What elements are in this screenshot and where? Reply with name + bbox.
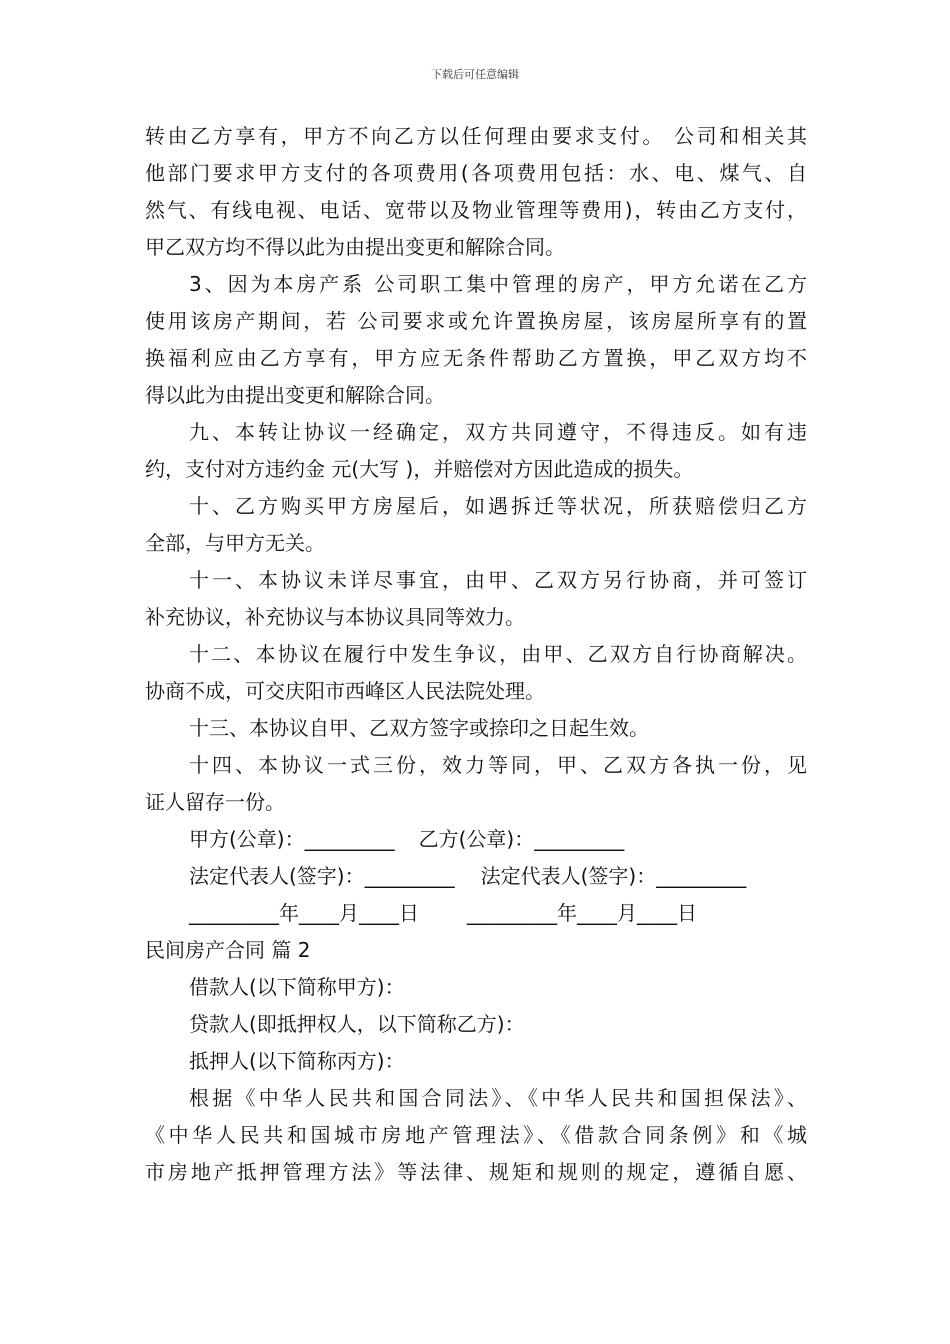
- body-line: 他部门要求甲方支付的各项费用(各项费用包括：水、电、煤气、自: [145, 161, 807, 185]
- party-a-representative: 法定代表人(签字)：_________: [189, 864, 455, 888]
- date-row: [145, 895, 807, 932]
- clause-12-line: 十二、本协议在履行中发生争议，由甲、乙双方自行协商解决。: [189, 642, 807, 666]
- document-body: [145, 118, 807, 1191]
- clause-12-line: 协商不成，可交庆阳市西峰区人民法院处理。: [145, 679, 545, 703]
- clause-11-line: 补充协议，补充协议与本协议具同等效力。: [145, 605, 525, 629]
- body-line: 转由乙方享有，甲方不向乙方以任何理由要求支付。 公司和相关其: [145, 124, 807, 148]
- preamble-line: 《中华人民共和国城市房地产管理法》、《借款合同条例》和《城: [145, 1123, 807, 1147]
- clause-10-line: 十、乙方购买甲方房屋后，如遇拆迁等状况，所获赔偿归乙方: [189, 494, 807, 518]
- mortgagor-line: 抵押人(以下简称丙方)：: [189, 1049, 405, 1073]
- clause-3-line: 3、因为本房产系 公司职工集中管理的房产，甲方允诺在乙方: [189, 272, 807, 296]
- clause-3-line: 使用该房产期间，若 公司要求或允许置换房屋，该房屋所享有的置: [145, 309, 807, 333]
- representative-row: [145, 858, 807, 895]
- preamble-line: 市房地产抵押管理方法》等法律、规矩和规则的规定，遵循自愿、: [145, 1160, 807, 1184]
- clause-3-line: 换福利应由乙方享有，甲方应无条件帮助乙方置换，甲乙双方均不: [145, 346, 807, 370]
- clause-9-line: 约，支付对方违约金 元(大写 )，并赔偿对方因此造成的损失。: [145, 457, 694, 481]
- page-header-note: 下载后可任意编辑: [431, 68, 519, 81]
- body-line: 甲乙双方均不得以此为由提出变更和解除合同。: [145, 235, 565, 259]
- seal-row: [145, 821, 807, 858]
- party-a-date: _________年____月____日: [189, 901, 419, 925]
- clause-10-line: 全部，与甲方无关。: [145, 531, 325, 555]
- preamble-line: 根据《中华人民共和国合同法》、《中华人民共和国担保法》、: [189, 1086, 807, 1110]
- clause-14-line: 十四、本协议一式三份，效力等同，甲、乙双方各执一份，见: [189, 753, 807, 777]
- party-b-date: _________年____月____日: [467, 901, 697, 925]
- party-b-representative: 法定代表人(签字)：_________: [480, 864, 747, 888]
- clause-11-line: 十一、本协议未详尽事宜，由甲、乙双方另行协商，并可签订: [189, 568, 807, 592]
- clause-9-line: 九、本转让协议一经确定，双方共同遵守，不得违反。如有违: [189, 420, 807, 444]
- clause-14-line: 证人留存一份。: [145, 790, 285, 814]
- borrower-line: 借款人(以下简称甲方)：: [189, 975, 405, 999]
- body-line: 然气、有线电视、电话、宽带以及物业管理等费用)，转由乙方支付，: [145, 198, 807, 222]
- lender-line: 贷款人(即抵押权人，以下简称乙方)：: [189, 1012, 525, 1036]
- clause-13-line: 十三、本协议自甲、乙双方签字或捺印之日起生效。: [189, 716, 649, 740]
- party-a-seal: 甲方(公章)：_________: [189, 827, 395, 851]
- clause-3-line: 得以此为由提出变更和解除合同。: [145, 383, 445, 407]
- section-2-title: 民间房产合同 篇 2: [145, 938, 311, 962]
- party-b-seal: 乙方(公章)：_________: [418, 827, 625, 851]
